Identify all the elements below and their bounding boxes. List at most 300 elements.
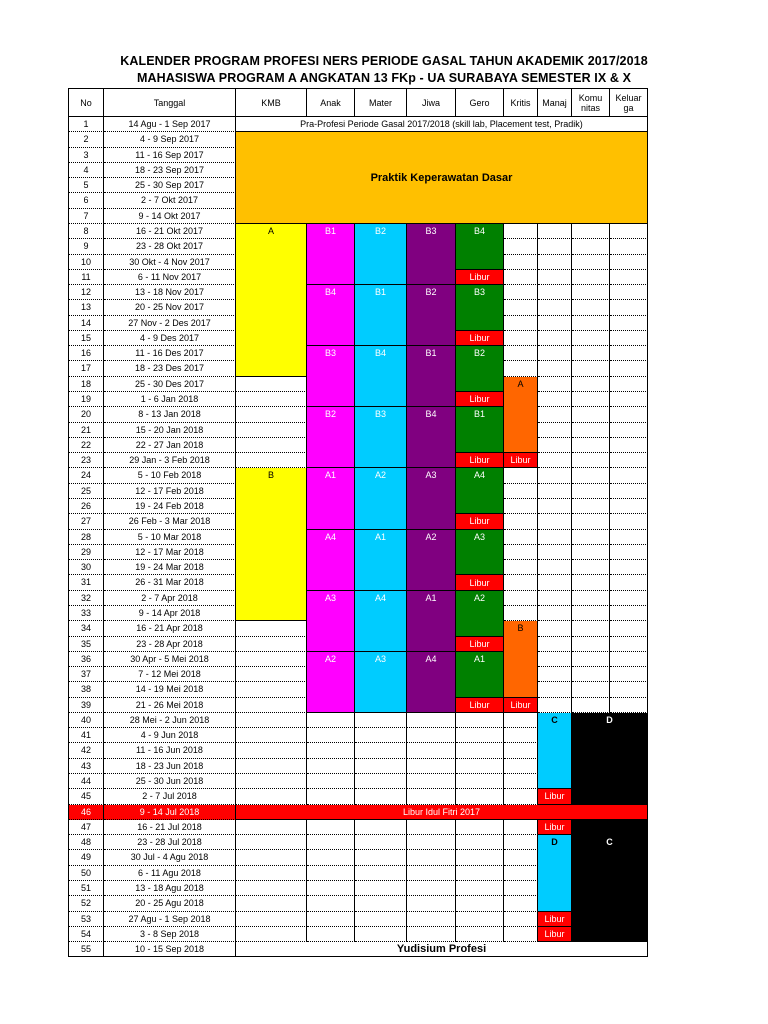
schedule-block (236, 132, 648, 224)
grid-cell (538, 407, 572, 422)
tanggal-cell: 20 - 25 Agu 2018 (104, 896, 236, 911)
grid-cell (456, 392, 504, 407)
row-number: 12 (68, 285, 104, 300)
grid-cell (456, 942, 504, 957)
grid-cell (236, 591, 307, 606)
grid-cell (538, 514, 572, 529)
title-line-1: KALENDER PROGRAM PROFESI NERS PERIODE GASAL TAHUN AKADEMIK 2017/2018 (120, 54, 648, 68)
grid-cell (407, 361, 456, 376)
tanggal-cell: 18 - 23 Sep 2017 (104, 163, 236, 178)
grid-cell (236, 438, 307, 453)
grid-cell (610, 178, 648, 193)
header-3 (236, 88, 307, 117)
grid-cell (538, 667, 572, 682)
grid-cell (504, 316, 538, 331)
grid-cell (355, 743, 407, 758)
grid-cell (236, 239, 307, 254)
grid-cell (538, 912, 572, 927)
block-label: B2 (374, 225, 386, 236)
header-10 (572, 88, 610, 117)
grid-cell (355, 438, 407, 453)
grid-cell (610, 728, 648, 743)
grid-cell (610, 163, 648, 178)
grid-cell (407, 743, 456, 758)
grid-cell (307, 148, 355, 163)
grid-cell (355, 514, 407, 529)
grid-cell (572, 621, 610, 636)
row-number: 55 (68, 942, 104, 957)
header-label: KMB (261, 97, 281, 108)
header-label: Manaj (542, 97, 567, 108)
grid-cell (307, 300, 355, 315)
block-label: B1 (425, 348, 437, 359)
grid-cell (572, 346, 610, 361)
grid-cell (572, 820, 610, 835)
schedule-block (538, 835, 572, 911)
grid-cell (355, 545, 407, 560)
grid-cell (236, 942, 307, 957)
grid-cell (610, 652, 648, 667)
schedule-block (456, 637, 504, 652)
grid-cell (236, 453, 307, 468)
grid-cell (504, 820, 538, 835)
grid-cell (504, 652, 538, 667)
grid-cell (355, 530, 407, 545)
row-number: 41 (68, 728, 104, 743)
schedule-block (456, 407, 504, 453)
grid-cell (307, 453, 355, 468)
grid-cell (456, 224, 504, 239)
grid-cell (355, 193, 407, 208)
row-number: 33 (68, 606, 104, 621)
grid-cell (355, 805, 407, 820)
grid-cell (610, 514, 648, 529)
grid-cell (572, 270, 610, 285)
grid-cell (538, 209, 572, 224)
grid-cell (610, 789, 648, 804)
grid-cell (610, 575, 648, 590)
grid-cell (610, 423, 648, 438)
header-6 (407, 88, 456, 117)
grid-cell (236, 300, 307, 315)
grid-cell (307, 117, 355, 132)
schedule-block (236, 942, 648, 957)
grid-cell (355, 499, 407, 514)
grid-cell (504, 117, 538, 132)
grid-cell (236, 132, 307, 147)
grid-cell (407, 468, 456, 483)
block-label: A4 (374, 592, 386, 603)
grid-cell (456, 270, 504, 285)
grid-cell (572, 667, 610, 682)
grid-cell (355, 148, 407, 163)
grid-cell (572, 866, 610, 881)
row-number: 16 (68, 346, 104, 361)
grid-cell (538, 774, 572, 789)
grid-cell (407, 285, 456, 300)
grid-cell (572, 300, 610, 315)
grid-cell (610, 866, 648, 881)
block-label: Libur (469, 638, 490, 649)
grid-cell (610, 468, 648, 483)
grid-cell (236, 606, 307, 621)
schedule-block (355, 468, 407, 529)
grid-cell (355, 163, 407, 178)
grid-cell (456, 530, 504, 545)
schedule-block (307, 530, 355, 591)
block-label: B1 (473, 409, 485, 420)
tanggal-cell: 25 - 30 Des 2017 (104, 377, 236, 392)
grid-cell (307, 591, 355, 606)
grid-cell (307, 255, 355, 270)
grid-cell (307, 438, 355, 453)
block-label: B3 (324, 348, 336, 359)
schedule-block (504, 453, 538, 468)
grid-cell (407, 682, 456, 697)
grid-cell (407, 377, 456, 392)
schedule-block (307, 407, 355, 468)
block-label: B2 (324, 409, 336, 420)
grid-cell (610, 316, 648, 331)
schedule-block (307, 285, 355, 346)
grid-cell (307, 468, 355, 483)
grid-cell (236, 805, 307, 820)
block-label: A (267, 225, 274, 236)
grid-cell (538, 117, 572, 132)
grid-cell (307, 652, 355, 667)
tanggal-cell: 4 - 9 Sep 2017 (104, 132, 236, 147)
grid-cell (307, 163, 355, 178)
grid-cell (307, 713, 355, 728)
grid-cell (307, 178, 355, 193)
grid-cell (407, 514, 456, 529)
grid-cell (572, 881, 610, 896)
grid-cell (355, 713, 407, 728)
grid-cell (538, 682, 572, 697)
row-number: 44 (68, 774, 104, 789)
header-label: Komu nitas (578, 92, 603, 113)
grid-cell (355, 927, 407, 942)
grid-cell (504, 438, 538, 453)
grid-cell (407, 942, 456, 957)
row-number: 13 (68, 300, 104, 315)
grid-cell (538, 621, 572, 636)
grid-cell (504, 682, 538, 697)
grid-cell (236, 682, 307, 697)
grid-cell (307, 637, 355, 652)
block-label: A2 (425, 531, 437, 542)
grid-cell (610, 499, 648, 514)
grid-cell (504, 514, 538, 529)
grid-cell (236, 178, 307, 193)
grid-cell (538, 468, 572, 483)
schedule-block (456, 468, 504, 514)
schedule-block (307, 224, 355, 285)
grid-cell (572, 530, 610, 545)
row-number: 14 (68, 316, 104, 331)
grid-cell (538, 316, 572, 331)
grid-cell (504, 331, 538, 346)
block-label: Libur Idul Fitri 2017 (402, 806, 481, 817)
grid-cell (504, 759, 538, 774)
schedule-block (407, 224, 456, 285)
grid-cell (610, 346, 648, 361)
row-number: 40 (68, 713, 104, 728)
block-label: Yudisium Profesi (396, 943, 487, 956)
grid-cell (504, 484, 538, 499)
tanggal-cell: 9 - 14 Apr 2018 (104, 606, 236, 621)
block-label: Libur (469, 333, 490, 344)
row-number: 21 (68, 423, 104, 438)
grid-cell (407, 698, 456, 713)
grid-cell (407, 407, 456, 422)
grid-cell (504, 575, 538, 590)
grid-cell (407, 530, 456, 545)
tanggal-cell: 14 Agu - 1 Sep 2017 (104, 117, 236, 132)
grid-cell (572, 850, 610, 865)
block-label: A1 (425, 592, 437, 603)
grid-cell (572, 132, 610, 147)
grid-cell (456, 728, 504, 743)
grid-cell (456, 209, 504, 224)
grid-cell (504, 713, 538, 728)
grid-cell (236, 117, 307, 132)
grid-cell (610, 392, 648, 407)
grid-cell (610, 453, 648, 468)
grid-cell (355, 423, 407, 438)
schedule-block (355, 407, 407, 468)
schedule-block (236, 805, 648, 820)
grid-cell (538, 239, 572, 254)
grid-cell (307, 820, 355, 835)
grid-cell (407, 575, 456, 590)
grid-cell (407, 912, 456, 927)
grid-cell (538, 285, 572, 300)
tanggal-cell: 11 - 16 Sep 2017 (104, 148, 236, 163)
grid-cell (236, 652, 307, 667)
block-label: Praktik Keperawatan Dasar (370, 171, 513, 184)
tanggal-cell: 8 - 13 Jan 2018 (104, 407, 236, 422)
grid-cell (504, 621, 538, 636)
grid-cell (355, 850, 407, 865)
grid-cell (538, 346, 572, 361)
grid-cell (307, 270, 355, 285)
grid-cell (572, 407, 610, 422)
grid-cell (236, 148, 307, 163)
tanggal-cell: 30 Apr - 5 Mei 2018 (104, 652, 236, 667)
grid-cell (610, 637, 648, 652)
grid-cell (610, 545, 648, 560)
grid-cell (610, 377, 648, 392)
grid-cell (504, 209, 538, 224)
grid-cell (572, 545, 610, 560)
grid-cell (572, 423, 610, 438)
grid-cell (456, 667, 504, 682)
grid-cell (456, 575, 504, 590)
grid-cell (538, 698, 572, 713)
block-label: A4 (425, 653, 437, 664)
grid-cell (572, 239, 610, 254)
grid-cell (307, 774, 355, 789)
grid-cell (572, 438, 610, 453)
tanggal-cell: 6 - 11 Agu 2018 (104, 866, 236, 881)
block-label: Libur (544, 791, 565, 802)
row-number: 18 (68, 377, 104, 392)
header-4 (307, 88, 355, 117)
grid-cell (355, 942, 407, 957)
grid-cell (456, 912, 504, 927)
schedule-block (355, 346, 407, 407)
grid-cell (538, 637, 572, 652)
grid-cell (407, 774, 456, 789)
grid-cell (307, 942, 355, 957)
grid-cell (236, 881, 307, 896)
grid-cell (504, 453, 538, 468)
schedule-block (504, 698, 538, 713)
grid-cell (236, 621, 307, 636)
block-label: A4 (324, 531, 336, 542)
grid-cell (407, 652, 456, 667)
row-number: 27 (68, 514, 104, 529)
grid-cell (407, 560, 456, 575)
row-number: 3 (68, 148, 104, 163)
grid-cell (307, 621, 355, 636)
grid-cell (456, 759, 504, 774)
grid-cell (504, 224, 538, 239)
grid-cell (407, 148, 456, 163)
grid-cell (307, 499, 355, 514)
schedule-block (456, 270, 504, 285)
grid-cell (456, 514, 504, 529)
grid-cell (355, 575, 407, 590)
schedule-block (504, 621, 538, 697)
grid-cell (307, 361, 355, 376)
grid-cell (236, 255, 307, 270)
tanggal-cell: 16 - 21 Okt 2017 (104, 224, 236, 239)
schedule-block (504, 377, 538, 453)
schedule-block (456, 346, 504, 392)
tanggal-cell: 13 - 18 Nov 2017 (104, 285, 236, 300)
grid-cell (307, 805, 355, 820)
grid-cell (307, 698, 355, 713)
grid-cell (407, 224, 456, 239)
grid-cell (236, 835, 307, 850)
block-label: B4 (425, 409, 437, 420)
grid-cell (456, 591, 504, 606)
grid-cell (236, 377, 307, 392)
grid-cell (355, 682, 407, 697)
tanggal-cell: 11 - 16 Des 2017 (104, 346, 236, 361)
grid-cell (456, 606, 504, 621)
grid-cell (538, 805, 572, 820)
grid-cell (610, 255, 648, 270)
grid-cell (355, 209, 407, 224)
header-9 (538, 88, 572, 117)
grid-cell (407, 499, 456, 514)
block-label: C (606, 837, 613, 848)
row-number: 42 (68, 743, 104, 758)
grid-cell (572, 835, 610, 850)
grid-cell (538, 224, 572, 239)
grid-cell (572, 499, 610, 514)
grid-cell (307, 285, 355, 300)
grid-cell (456, 193, 504, 208)
grid-cell (572, 377, 610, 392)
tanggal-cell: 12 - 17 Feb 2018 (104, 484, 236, 499)
grid-cell (538, 193, 572, 208)
grid-cell (610, 132, 648, 147)
grid-cell (407, 850, 456, 865)
tanggal-cell: 27 Agu - 1 Sep 2018 (104, 912, 236, 927)
block-label: A1 (473, 653, 485, 664)
grid-cell (572, 652, 610, 667)
schedule-block (355, 591, 407, 652)
grid-cell (307, 927, 355, 942)
tanggal-cell: 21 - 26 Mei 2018 (104, 698, 236, 713)
grid-cell (307, 881, 355, 896)
schedule-block (307, 652, 355, 713)
grid-cell (610, 667, 648, 682)
block-label: A3 (324, 592, 336, 603)
grid-cell (572, 728, 610, 743)
grid-cell (572, 361, 610, 376)
block-label: B2 (473, 348, 485, 359)
schedule-block (538, 912, 572, 927)
grid-cell (236, 468, 307, 483)
grid-cell (610, 438, 648, 453)
grid-cell (407, 728, 456, 743)
grid-cell (538, 606, 572, 621)
block-label: A1 (374, 531, 386, 542)
grid-cell (456, 774, 504, 789)
grid-cell (538, 438, 572, 453)
grid-cell (572, 224, 610, 239)
grid-cell (236, 667, 307, 682)
schedule-block (355, 652, 407, 713)
block-label: A (517, 378, 524, 389)
grid-cell (456, 453, 504, 468)
grid-cell (307, 728, 355, 743)
grid-cell (538, 270, 572, 285)
grid-cell (355, 866, 407, 881)
grid-cell (307, 530, 355, 545)
row-number: 48 (68, 835, 104, 850)
grid-cell (407, 132, 456, 147)
grid-cell (355, 392, 407, 407)
tanggal-cell: 26 Feb - 3 Mar 2018 (104, 514, 236, 529)
grid-cell (572, 912, 610, 927)
grid-cell (538, 300, 572, 315)
row-number: 2 (68, 132, 104, 147)
grid-cell (456, 682, 504, 697)
schedule-block (456, 224, 504, 270)
grid-cell (236, 713, 307, 728)
block-label: B (517, 623, 524, 634)
grid-cell (355, 606, 407, 621)
grid-cell (307, 514, 355, 529)
grid-cell (307, 912, 355, 927)
schedule-block (572, 835, 648, 942)
grid-cell (307, 545, 355, 560)
row-number: 26 (68, 499, 104, 514)
grid-cell (407, 896, 456, 911)
grid-cell (456, 117, 504, 132)
grid-cell (572, 484, 610, 499)
header-7 (456, 88, 504, 117)
grid-cell (456, 927, 504, 942)
grid-cell (355, 331, 407, 346)
schedule-block (456, 514, 504, 529)
